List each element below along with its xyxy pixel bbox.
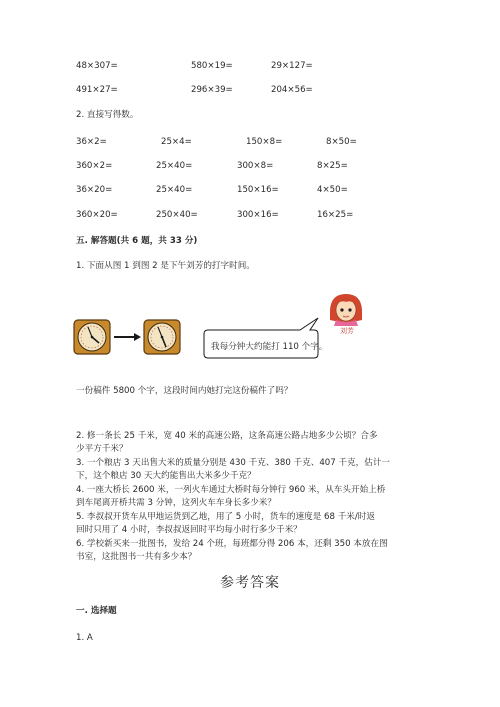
mental-item: 150×8= (246, 137, 283, 147)
clock-2-icon (144, 320, 180, 354)
calc-5: 296×39= (191, 85, 233, 95)
answer-section-title: 一. 选择题 (76, 606, 117, 616)
question-1-text: 1. 下面从图 1 到图 2 是下午刘芳的打字时间。 (76, 261, 255, 271)
mental-item: 300×8= (237, 161, 274, 171)
problem-line: 4. 一座大桥长 2600 米，一列火车通过大桥时每分钟行 960 米，从车头开始上桥 (76, 485, 386, 495)
calc-6: 204×56= (271, 85, 313, 95)
problem-line: 下，这个粮店 30 天大约能售出大米多少千克？ (76, 471, 256, 481)
calc-3: 29×127= (271, 61, 313, 71)
mental-item: 4×50= (317, 185, 348, 195)
calc-1: 48×307= (76, 61, 118, 71)
mental-item: 25×40= (156, 161, 193, 171)
answer-title: 参考答案 (220, 575, 280, 591)
calc-2: 580×19= (191, 61, 233, 71)
problem-line: 2. 修一条长 25 千米，宽 40 米的高速公路，这条高速公路占地多少公顷？合多 (76, 431, 378, 441)
mental-item: 150×16= (237, 185, 279, 195)
problem-line: 3. 一个粮店 3 天出售大米的质量分别是 430 千克、380 千克、407 千克，估计一 (76, 458, 391, 468)
answer-1: 1. A (76, 633, 93, 643)
problem-line: 5. 李叔叔开货车从甲地运货到乙地，用了 5 小时，货车的速度是 68 千米/时返 (76, 512, 375, 522)
mental-item: 25×40= (156, 185, 193, 195)
clock-figure (0, 290, 500, 380)
problem-line: 到车尾离开桥共需 3 分钟，这列火车车身长多少米？ (76, 498, 276, 508)
arrow-right-icon (114, 333, 141, 341)
mental-item: 360×20= (76, 210, 118, 220)
part-5-title: 五. 解答题(共 6 题，共 33 分) (76, 236, 198, 246)
mental-item: 16×25= (317, 210, 354, 220)
section-2-title: 2. 直接写得数。 (76, 110, 139, 120)
mental-item: 360×2= (76, 161, 113, 171)
mental-item: 8×25= (317, 161, 348, 171)
mental-item: 8×50= (326, 137, 357, 147)
mental-item: 36×2= (76, 137, 107, 147)
problem-line: 少平方千米？ (76, 444, 128, 454)
speech-bubble-text: 我每分钟大约能打 110 个字。 (211, 342, 328, 352)
problem-line: 6. 学校新买来一批图书，发给 24 个班，每班都分得 206 本，还剩 350 本放在图 (76, 539, 388, 549)
mental-item: 250×40= (156, 210, 198, 220)
calc-4: 491×27= (76, 85, 118, 95)
mental-item: 36×20= (76, 185, 113, 195)
problem-line: 书室，这批图书一共有多少本？ (76, 552, 197, 562)
problem-line: 回时只用了 4 小时，李叔叔返回时平均每小时行多少千米？ (76, 525, 302, 535)
mental-item: 25×4= (161, 137, 192, 147)
girl-name-label: 刘芳 (340, 327, 354, 335)
mental-item: 300×16= (237, 210, 279, 220)
girl-icon (330, 294, 362, 326)
question-1-question: 一份稿件 5800 个字，这段时间内她打完这份稿件了吗？ (76, 386, 293, 396)
clock-1-icon (74, 320, 110, 354)
